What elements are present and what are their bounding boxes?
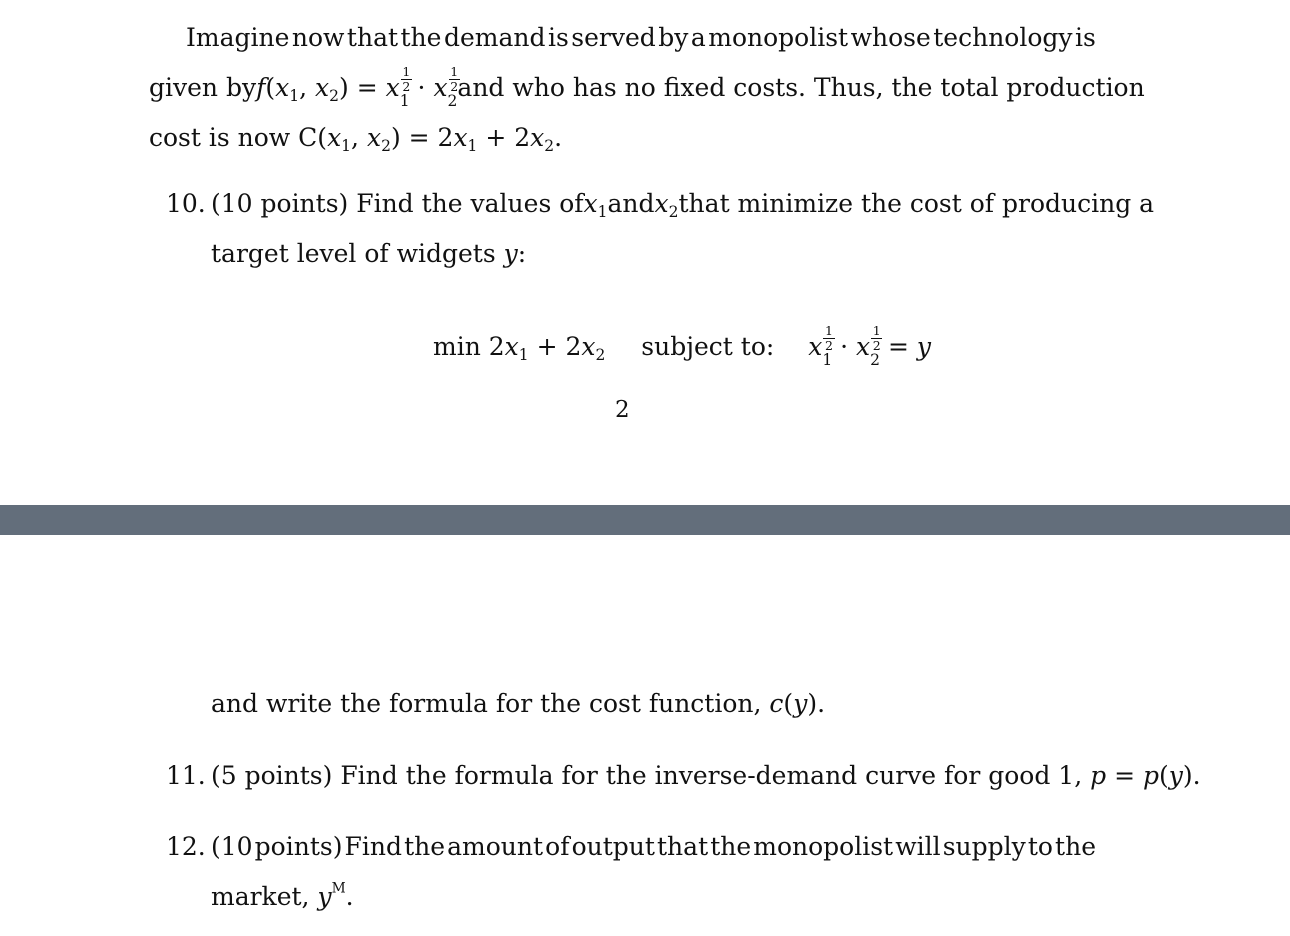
- cost-formula: $C(x_1$, $x_2) = 2x_1 + 2x_2$.: [298, 123, 563, 155]
- min-operator: min: [433, 332, 481, 361]
- q12-line1-word: that: [657, 832, 709, 861]
- q12-line1-word: of: [545, 832, 570, 861]
- q10-target-level: target level of widgets: [211, 239, 496, 268]
- q12-line1-word: will: [895, 832, 941, 861]
- q10-text-a: (10 points) Find the values of: [211, 189, 584, 218]
- q12-line1-word: monopolist: [753, 832, 894, 861]
- intro-line1-word: technology: [933, 23, 1073, 52]
- q12-line1-word: to: [1027, 832, 1053, 861]
- intro-line1-word: demand: [443, 23, 546, 52]
- q12-line1-word: supply: [942, 832, 1026, 861]
- q12-market: market,: [211, 882, 310, 911]
- q12-line1-word: points): [254, 832, 343, 861]
- q12-line-1: [211, 832, 1096, 862]
- q12-line-2: market, $y^M$.: [211, 880, 354, 911]
- intro-line1-word: Imagine: [186, 23, 290, 52]
- q12-line1-word: (10: [211, 832, 253, 861]
- subject-to-label: subject to:: [641, 332, 775, 361]
- q12-line1-word: Find: [344, 832, 402, 861]
- intro-line1-word: is: [1075, 23, 1096, 52]
- q10-text-b: that minimize the cost of producing a: [678, 189, 1155, 218]
- q11-line: (5 points) Find the formula for the inverse-demand curve for good 1, p = p(y).: [211, 761, 1201, 790]
- q10-continued-text: and write the formula for the cost function,: [211, 689, 762, 718]
- intro-given-by: given by: [149, 73, 257, 102]
- production-function: $f(x_1$, $x_2) = x$ 1 2 $_1$ · x 1 2 $_2$: [256, 64, 459, 110]
- q11-text: (5 points) Find the formula for the inverse-demand curve for good 1,: [211, 761, 1083, 790]
- q10-x2: $x_2$: [654, 189, 679, 221]
- page-separator: [0, 505, 1290, 535]
- intro-line-3: [149, 123, 562, 153]
- q12-line1-word: the: [710, 832, 752, 861]
- intro-line-2: [149, 64, 1145, 110]
- intro-line1-word: that: [346, 23, 399, 52]
- intro-line1-word: is: [547, 23, 569, 52]
- intro-line1-word: now: [291, 23, 345, 52]
- constraint: x 1 2 $_1$ · x 1 2 $_2$ = y: [808, 323, 931, 369]
- page-number: 2: [615, 397, 630, 423]
- q11-number: 11.: [166, 761, 206, 790]
- q10-continued: and write the formula for the cost function, c(y).: [211, 689, 826, 718]
- intro-cost-is-now: cost is now: [149, 123, 291, 152]
- q10-x1: $x_1$: [583, 189, 608, 221]
- intro-line-1: [186, 23, 1096, 53]
- intro-line1-word: monopolist: [708, 23, 849, 52]
- intro-line1-word: by: [658, 23, 689, 52]
- intro-line1-word: a: [690, 23, 706, 52]
- intro-line-2-suffix: and who has no fixed costs. Thus, the total production: [457, 73, 1145, 102]
- intro-line1-word: whose: [850, 23, 931, 52]
- intro-line1-word: served: [571, 23, 656, 52]
- q10-line-2: target level of widgets y:: [211, 239, 527, 268]
- page-bottom: [0, 535, 1290, 936]
- q10-number: 10.: [166, 189, 206, 218]
- q12-line1-word: the: [1055, 832, 1096, 861]
- q12-line1-word: amount: [447, 832, 544, 861]
- q10-and: and: [607, 189, 655, 218]
- q12-line1-word: the: [404, 832, 446, 861]
- display-equation: $\min 2x_1 + 2x_2$ subject to: x 1 2 $_1$ · x 1 2 $_2$ = y: [433, 323, 931, 369]
- intro-line1-word: the: [400, 23, 442, 52]
- q12-line1-word: output: [571, 832, 655, 861]
- q10-line-1: [211, 189, 1155, 221]
- q12-number: 12.: [166, 832, 206, 861]
